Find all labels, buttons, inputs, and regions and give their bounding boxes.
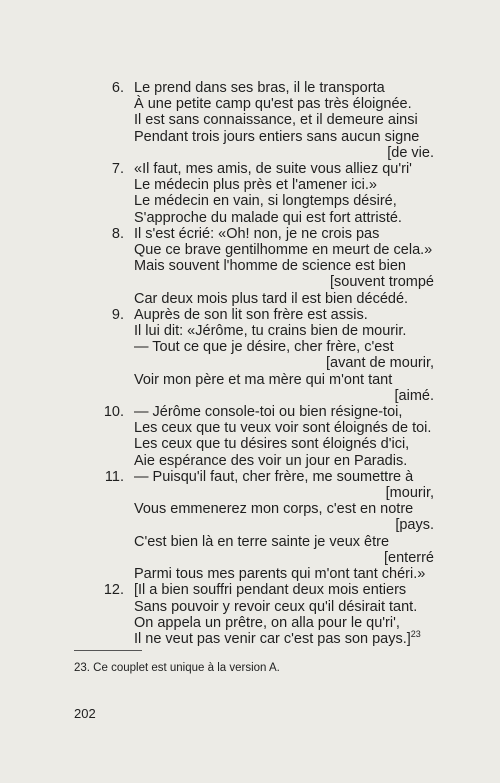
verse-continuation <box>134 517 434 533</box>
verse-line <box>134 291 434 307</box>
footnote: 23. Ce couplet est unique à la version A. <box>74 662 280 674</box>
verse-text: Le prend dans ses bras, il le transporta <box>134 80 385 96</box>
verse-text: Les ceux que tu veux voir sont éloignés de toi. <box>134 420 432 437</box>
verse-text: Les ceux que tu désires sont éloignés d'ici, <box>134 436 410 453</box>
verse-line <box>134 96 434 112</box>
verse-text: Que ce brave gentilhomme en meurt de cela.» <box>134 242 433 259</box>
stanza-lines <box>134 307 434 404</box>
verse-line <box>134 534 434 550</box>
verse-text: Le médecin en vain, si longtemps désiré, <box>134 193 397 210</box>
verse-line <box>134 161 434 177</box>
verse-continuation <box>134 550 434 566</box>
verse-text: Sans pouvoir y revoir ceux qu'il désirait tant. <box>134 598 418 615</box>
stanza <box>0 226 500 307</box>
verse-line <box>134 177 434 193</box>
verse-text: S'approche du malade qui est fort attristé. <box>134 209 402 226</box>
stanza-lines <box>134 80 434 161</box>
verse-text: [souvent trompé <box>330 274 434 291</box>
verse-text: — Tout ce que je désire, cher frère, c'est <box>134 339 394 356</box>
footnote-rule <box>74 650 142 651</box>
verse-text: [Il a bien souffri pendant deux mois entiers <box>134 582 407 599</box>
verse-line <box>134 566 434 582</box>
verse-line <box>134 599 434 615</box>
verse-text: Voir mon père et ma mère qui m'ont tant <box>134 371 393 388</box>
verse-text: Il est sans connaissance, et il demeure ainsi <box>134 112 418 129</box>
verse-text: Auprès de son lit son frère est assis. <box>134 306 368 323</box>
verse-continuation <box>134 355 434 371</box>
verse-text: [pays. <box>395 517 434 534</box>
verse-text: On appela un prêtre, on alla pour le qu'ri', <box>134 614 400 631</box>
stanza-lines <box>134 404 434 469</box>
stanza <box>0 307 500 404</box>
verse-text: C'est bien là en terre sainte je veux être <box>134 533 390 550</box>
verse-line <box>134 372 434 388</box>
stanza-number: 9. <box>111 306 124 323</box>
verse-text: Vous emmenerez mon corps, c'est en notre <box>134 501 414 518</box>
verse-text: [de vie. <box>387 144 434 161</box>
stanza <box>0 469 500 582</box>
page-number: 202 <box>74 706 96 721</box>
verse-line <box>134 242 434 258</box>
stanza-lines <box>134 582 434 647</box>
verse-line <box>134 129 434 145</box>
verse-line <box>134 258 434 274</box>
verse-line <box>134 501 434 517</box>
verse-continuation <box>134 388 434 404</box>
verse-text: Parmi tous mes parents qui m'ont tant chéri.» <box>134 566 426 583</box>
verse-text: [enterré <box>384 549 434 566</box>
verse-text: À une petite camp qu'est pas très éloignée. <box>134 96 412 113</box>
verse-line <box>134 339 434 355</box>
verse-line <box>134 436 434 452</box>
verse-line <box>134 420 434 436</box>
verse-line <box>134 323 434 339</box>
stanza-number: 10. <box>103 404 124 421</box>
verse-continuation <box>134 485 434 501</box>
stanza-number: 12. <box>103 582 124 599</box>
verse-line <box>134 404 434 420</box>
verse-line <box>134 307 434 323</box>
verse-text: — Puisqu'il faut, cher frère, me soumettre à <box>134 468 414 485</box>
verse-text: «Il faut, mes amis, de suite vous alliez qu'ri' <box>134 161 412 178</box>
stanza-number: 11. <box>104 468 124 485</box>
verse-text: Car deux mois plus tard il est bien décédé. <box>134 290 409 307</box>
verse-line <box>134 80 434 96</box>
verse-line <box>134 469 434 485</box>
verse-text: Aie espérance des voir un jour en Paradis. <box>134 452 408 469</box>
stanza-number: 7. <box>111 161 124 178</box>
verse-line <box>134 210 434 226</box>
verse-text: Mais souvent l'homme de science est bien <box>134 258 406 275</box>
verse-line <box>134 226 434 242</box>
verse-text: Il ne veut pas venir car c'est pas son pays.] <box>134 630 411 647</box>
verse-text: [avant de mourir, <box>326 355 434 372</box>
verse-text: [mourir, <box>385 485 434 502</box>
footnote-marker: 23 <box>410 629 421 640</box>
verse-line <box>134 453 434 469</box>
verse-text: Pendant trois jours entiers sans aucun signe <box>134 128 420 145</box>
verse-text: Il s'est écrié: «Oh! non, je ne crois pas <box>134 225 380 242</box>
verse-continuation <box>134 274 434 290</box>
stanza-lines <box>134 226 434 307</box>
verse-text: — Jérôme console-toi ou bien résigne-toi, <box>134 404 403 421</box>
stanza-lines <box>134 161 434 226</box>
verse-line <box>134 112 434 128</box>
verse-line <box>134 193 434 209</box>
verse-line <box>134 631 434 647</box>
stanza <box>0 582 500 647</box>
verse-text: [aimé. <box>394 387 434 404</box>
stanza-number: 8. <box>111 225 124 242</box>
song-stanzas <box>0 80 500 647</box>
verse-continuation <box>134 145 434 161</box>
verse-text: Il lui dit: «Jérôme, tu crains bien de mourir. <box>134 323 407 340</box>
verse-line <box>134 582 434 598</box>
stanza <box>0 161 500 226</box>
stanza <box>0 404 500 469</box>
verse-text: Le médecin plus près et l'amener ici.» <box>134 177 377 194</box>
stanza-number: 6. <box>111 80 124 96</box>
verse-line <box>134 615 434 631</box>
stanza <box>0 80 500 161</box>
stanza-lines <box>134 469 434 582</box>
